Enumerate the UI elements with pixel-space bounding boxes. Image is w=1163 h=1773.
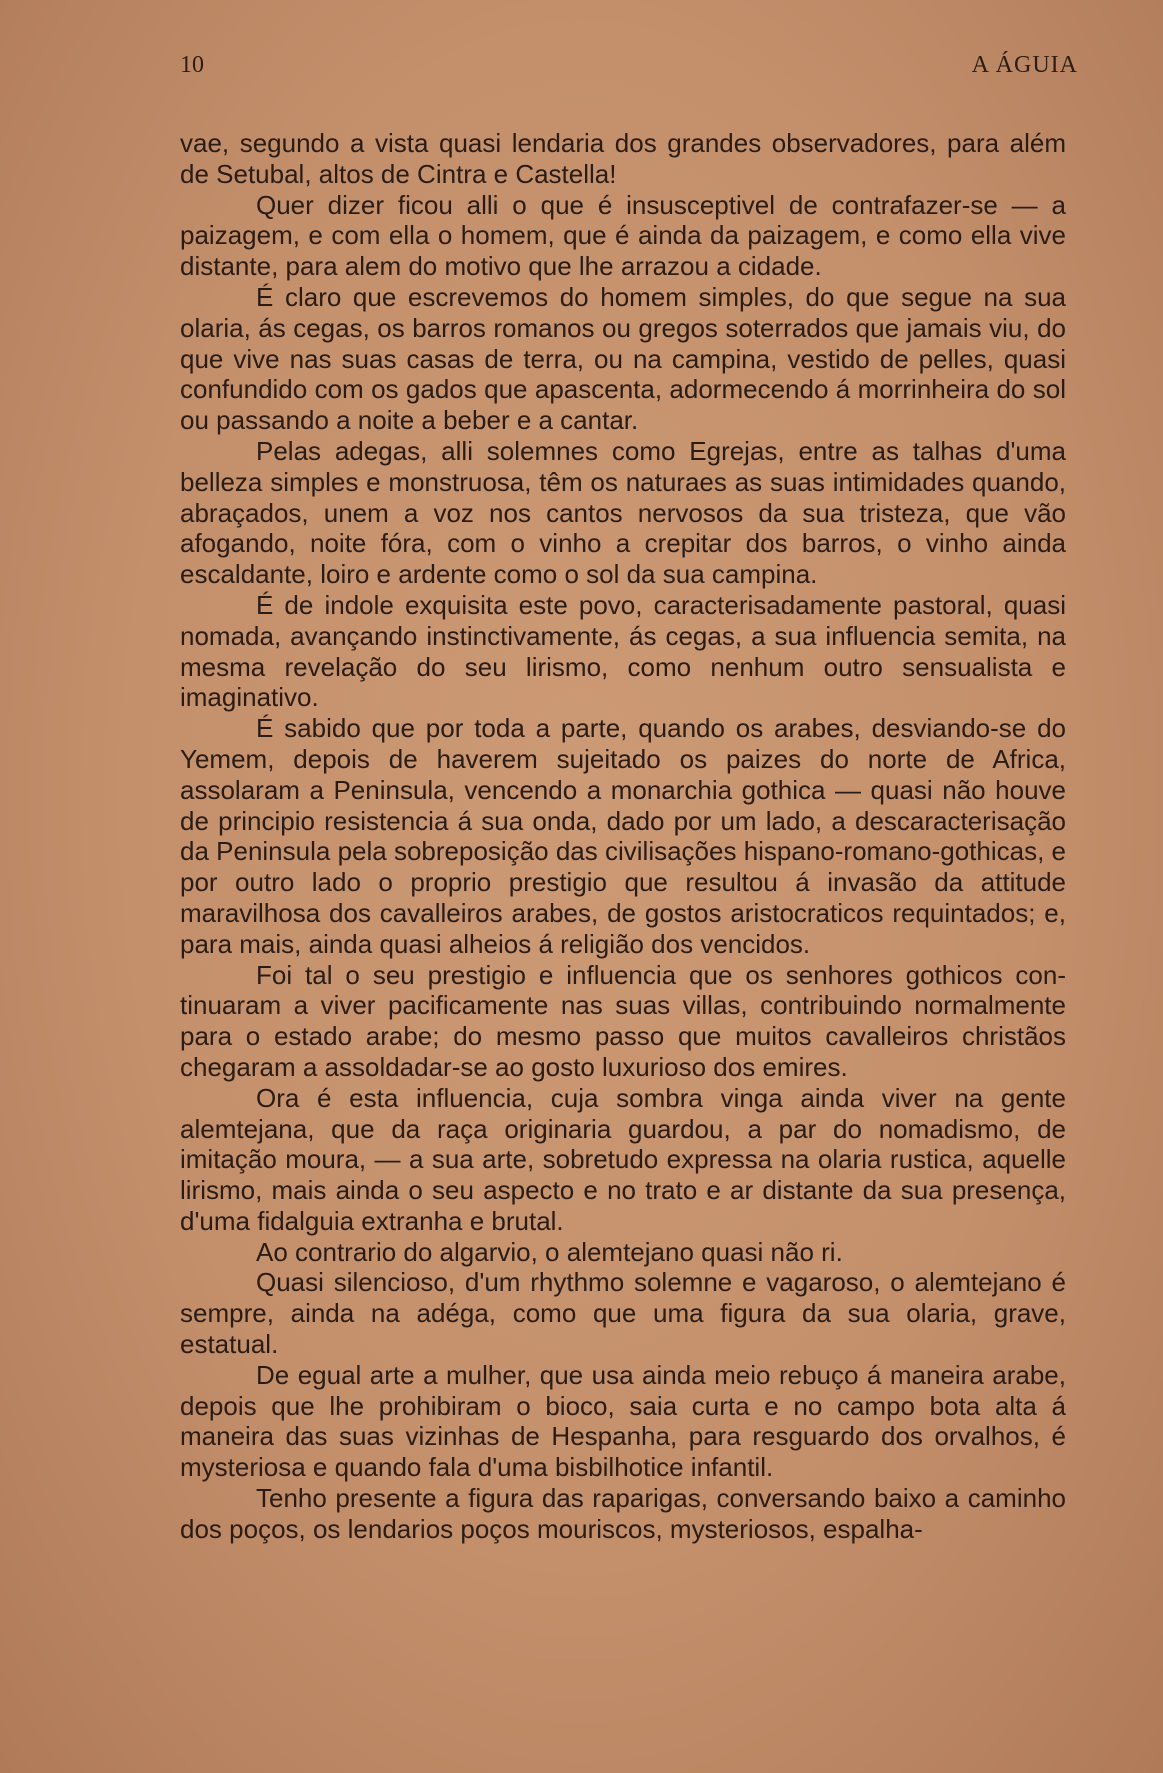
paragraph: É sabido que por toda a parte, quando os arabes, desviando-se do Yemem, depois de haverem sujeitado os paizes do norte de Africa, assolaram a Peninsula, vencendo a monarchia gothica — quasi não houve de principio resistencia á sua onda, dado por um lado, a descaracterisação da Peninsula pela sobreposição das civilisações hispano-romano-gothicas, e por outro lado o proprio prestigio que resultou á invasão da attitude maravilhosa dos cavalleiros arabes, de gostos aristocraticos requintados; e, para mais, ainda quasi alheios á religião dos vencidos.: [180, 713, 1066, 959]
paragraph: vae, segundo a vista quasi lendaria dos grandes observadores, para além de Setubal, altos de Cintra e Castella!: [180, 128, 1066, 189]
body-text: [180, 128, 1066, 1545]
paragraph: Ora é esta influencia, cuja sombra vinga ainda viver na gente alemtejana, que da raça originaria guardou, a par do nomadismo, de imitação moura, — a sua arte, sobretudo expressa na olaria rustica, aquelle lirismo, mais ainda o seu aspecto e no trato e ar distante da sua presença, d'uma fidalguia extranha e brutal.: [180, 1082, 1066, 1236]
paragraph: Pelas adegas, alli solemnes como Egrejas, entre as talhas d'uma belleza simples e monstruosa, têm os naturaes as suas intimidades quando, abraçados, unem a voz nos cantos nervosos da sua tristeza, que vão afogando, noite fóra, com o vinho a crepitar dos barros, o vinho ainda escaldante, loiro e ardente como o sol da sua campina.: [180, 435, 1066, 590]
paragraph: Quasi silencioso, d'um rhythmo solemne e vagaroso, o alemtejano é sempre, ainda na adéga, como que uma figura da sua olaria, grave, estatual.: [180, 1267, 1066, 1360]
paragraph: Quer dizer ficou alli o que é insusceptivel de contrafazer-se — a paizagem, e com ella o homem, que é ainda da paizagem, e como ella vive distante, para alem do motivo que lhe arrazou a cidade.: [180, 189, 1066, 282]
paragraph: De egual arte a mulher, que usa ainda meio rebuço á maneira arabe, depois que lhe prohibiram o bioco, saia curta e no campo bota alta á maneira das suas vizinhas de Hespanha, para resguardo dos orvalhos, é mysteriosa e quando fala d'uma bisbilhotice infantil.: [180, 1359, 1066, 1483]
page-header: [180, 52, 1078, 86]
paragraph: É de indole exquisita este povo, caracterisadamente pastoral, quasi nomada, avançando instinctivamente, ás cegas, a sua influencia semita, na mesma revelação do seu lirismo, como nenhum outro sensualista e imaginativo.: [180, 589, 1066, 713]
page-number: 10: [180, 52, 204, 78]
running-head: A ÁGUIA: [971, 52, 1078, 78]
paragraph: Ao contrario do algarvio, o alemtejano quasi não ri.: [256, 1236, 843, 1267]
paragraph: Foi tal o seu prestigio e influencia que os senhores gothicos continuaram a viver pacificamente nas suas villas, contribuindo normalmente para o estado arabe; do mesmo passo que muitos cavalleiros christãos chegaram a assoldadar-se ao gosto luxurioso dos emires.: [180, 959, 1066, 1082]
paragraph: É claro que escrevemos do homem simples, do que segue na sua olaria, ás cegas, os barros romanos ou gregos soterrados que jamais viu, do que vive nas suas casas de terra, ou na campina, vestido de pelles, quasi confundido com os gados que apascenta, adormecendo á morrinheira do sol ou passando a noite a beber e a cantar.: [180, 281, 1066, 436]
paragraph: Tenho presente a figura das raparigas, conversando baixo a caminho dos poços, os lendarios poços mouriscos, mysteriosos, espalha-: [180, 1483, 1066, 1544]
